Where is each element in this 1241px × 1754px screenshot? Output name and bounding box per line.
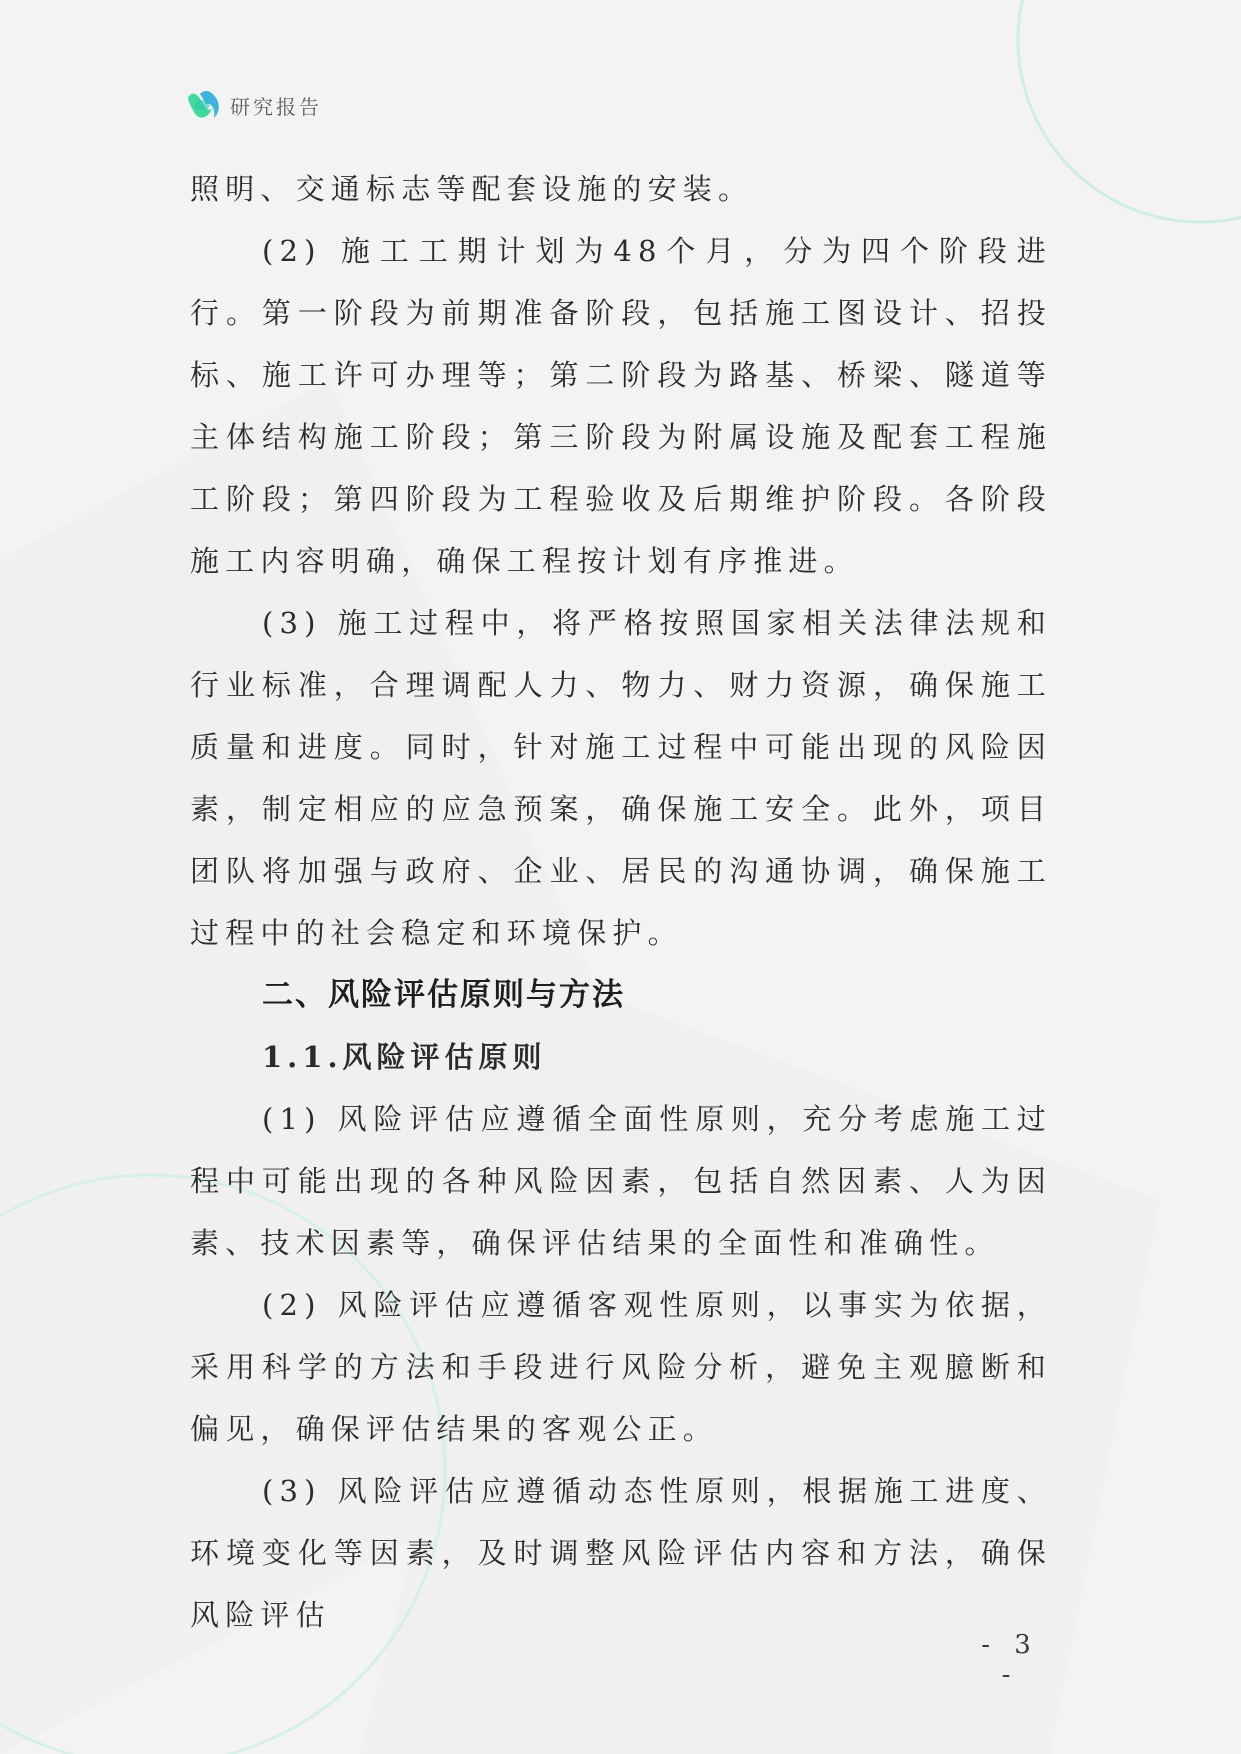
principle-dynamic: (3) 风险评估应遵循动态性原则，根据施工进度、环境变化等因素，及时调整风险评估内容和方法，确保风险评估 [190, 1474, 1052, 1632]
subsection-heading: 1.1.风险评估原则 [262, 1040, 547, 1074]
paragraph-continuation: 照明、交通标志等配套设施的安装。 [190, 172, 754, 206]
brand-logo-icon [186, 88, 222, 122]
section-heading: 二、风险评估原则与方法 [262, 977, 625, 1013]
document-body [190, 158, 1052, 1646]
paragraph-construction-process: (3) 施工过程中，将严格按照国家相关法律法规和行业标准，合理调配人力、物力、财力资源，确保施工质量和进度。同时，针对施工过程中可能出现的风险因素，制定相应的应急预案，确保施工安全。此外，项目团队将加强与政府、企业、居民的沟通协调，确保施工过程中的社会稳定和环境保护。 [190, 606, 1052, 950]
principle-objective: (2) 风险评估应遵循客观性原则，以事实为依据，采用科学的方法和手段进行风险分析，避免主观臆断和偏见，确保评估结果的客观公正。 [190, 1288, 1052, 1446]
page-number: - 3 - [981, 1630, 1039, 1690]
header-title: 研究报告 [230, 94, 322, 119]
principle-comprehensive: (1) 风险评估应遵循全面性原则，充分考虑施工过程中可能出现的各种风险因素，包括自然因素、人为因素、技术因素等，确保评估结果的全面性和准确性。 [190, 1102, 1052, 1260]
paragraph-schedule: (2) 施工工期计划为48个月，分为四个阶段进行。第一阶段为前期准备阶段，包括施工图设计、招投标、施工许可办理等；第二阶段为路基、桥梁、隧道等主体结构施工阶段；第三阶段为附属设施及配套工程施工阶段；第四阶段为工程验收及后期维护阶段。各阶段施工内容明确，确保工程按计划有序推进。 [190, 234, 1052, 578]
page-header [186, 88, 322, 122]
